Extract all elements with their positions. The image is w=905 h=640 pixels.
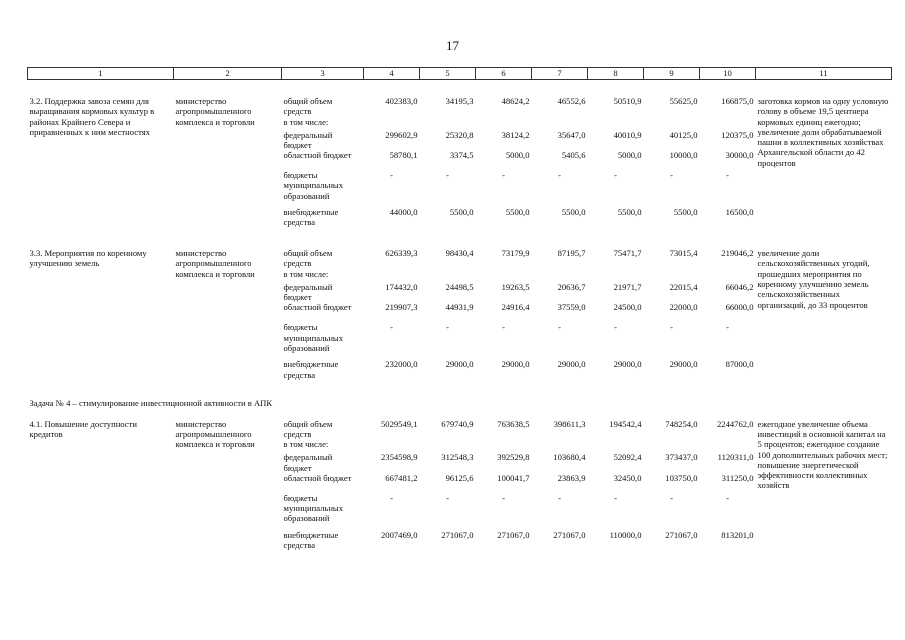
column-number: 2 — [174, 68, 282, 80]
funding-source: внебюджетные средства — [283, 529, 339, 551]
amount-cell: 103680,4 — [553, 452, 586, 463]
amount-cell: 48624,2 — [501, 96, 530, 106]
amount-cell: - — [502, 322, 505, 333]
amount-cell: 22015,4 — [669, 281, 698, 292]
amount-cell: 16500,0 — [725, 207, 754, 218]
amount-cell: 87195,7 — [557, 248, 586, 259]
amount-cell: 110000,0 — [609, 529, 642, 540]
amount-cell: 174432,0 — [385, 281, 418, 292]
amount-cell: 24498,5 — [445, 281, 474, 292]
amount-cell: 73179,9 — [501, 248, 530, 259]
amount-cell: 29000,0 — [613, 359, 642, 370]
amount-cell: 813201,0 — [721, 529, 754, 540]
amount-cell: 1120311,0 — [717, 452, 754, 463]
amount-cell: 75471,7 — [613, 248, 642, 259]
amount-cell: 29000,0 — [501, 359, 530, 370]
amount-cell: 5500,0 — [561, 207, 586, 218]
funding-source: бюджеты муниципальных образований — [283, 492, 343, 524]
amount-cell: 3374,5 — [449, 150, 474, 161]
task-heading-row — [28, 384, 892, 416]
column-number: 8 — [588, 68, 644, 80]
column-number: 7 — [532, 68, 588, 80]
executor: министерство агропромышленного комплекса и торговли — [175, 248, 255, 279]
page-number: 17 — [446, 38, 459, 53]
amount-cell: 5500,0 — [673, 207, 698, 218]
amount-cell: 5500,0 — [449, 207, 474, 218]
amount-cell — [644, 439, 700, 452]
amount-cell: 52092,4 — [613, 452, 642, 463]
measure-name: 3.3. Мероприятия по коренному улучшению земель — [29, 248, 147, 269]
column-number-row — [28, 68, 892, 80]
amount-cell: - — [502, 170, 505, 181]
funding-source: общий объем средств — [283, 418, 333, 439]
amount-cell: 40125,0 — [669, 129, 698, 140]
amount-cell: 2007469,0 — [380, 529, 418, 540]
amount-cell: 2354598,9 — [380, 452, 418, 463]
amount-cell: 232000,0 — [385, 359, 418, 370]
amount-cell: 20636,7 — [557, 281, 586, 292]
amount-cell: 58780,1 — [389, 150, 418, 161]
amount-cell: 87000,0 — [725, 359, 754, 370]
amount-cell: - — [446, 170, 449, 181]
amount-cell: - — [558, 322, 561, 333]
amount-cell: 5000,0 — [505, 150, 530, 161]
amount-cell: 25320,8 — [445, 129, 474, 140]
amount-cell: 5000,0 — [617, 150, 642, 161]
amount-cell: - — [670, 322, 673, 333]
funding-source: бюджеты муниципальных образований — [283, 322, 343, 353]
amount-cell: 24500,0 — [613, 302, 642, 313]
amount-cell: 271067,0 — [553, 529, 586, 540]
amount-cell: 398611,3 — [553, 418, 586, 429]
amount-cell: 120375,0 — [721, 129, 754, 140]
funding-source: в том числе: — [283, 116, 329, 127]
amount-cell: 373437,0 — [665, 452, 698, 463]
amount-cell: 29000,0 — [445, 359, 474, 370]
amount-cell: - — [558, 492, 561, 503]
amount-cell: 2244762,0 — [716, 418, 754, 429]
amount-cell: - — [670, 492, 673, 503]
amount-cell: 44000,0 — [389, 207, 418, 218]
funding-row — [28, 417, 892, 440]
amount-cell: 679740,9 — [441, 418, 474, 429]
amount-cell: 271067,0 — [441, 529, 474, 540]
amount-cell: - — [670, 170, 673, 181]
amount-cell: - — [726, 492, 729, 503]
measure-name: 4.1. Повышение доступности кредитов — [29, 418, 137, 439]
funding-source: областной бюджет — [283, 150, 352, 161]
funding-source: в том числе: — [283, 439, 329, 450]
amount-cell: 402383,0 — [385, 96, 418, 106]
amount-cell: 763638,5 — [497, 418, 530, 429]
amount-cell: - — [390, 170, 393, 181]
amount-cell: 34195,3 — [445, 96, 474, 106]
amount-cell: 55625,0 — [669, 96, 698, 106]
amount-cell — [532, 439, 588, 452]
amount-cell: - — [726, 170, 729, 181]
amount-cell: 29000,0 — [669, 359, 698, 370]
amount-cell: 311250,0 — [721, 472, 754, 483]
task-heading: Задача № 4 – стимулирование инвестиционной активности в АПК — [29, 398, 273, 409]
amount-cell: 271067,0 — [665, 529, 698, 540]
funding-source: федеральный бюджет — [283, 129, 333, 150]
amount-cell: - — [726, 322, 729, 333]
column-number: 3 — [282, 68, 364, 80]
column-number: 11 — [756, 68, 892, 80]
amount-cell: 5500,0 — [505, 207, 530, 218]
funding-source: областной бюджет — [283, 472, 352, 483]
amount-cell: 299602,9 — [385, 129, 418, 140]
amount-cell: 219046,2 — [721, 248, 754, 259]
amount-cell — [420, 439, 476, 452]
column-number: 1 — [28, 68, 174, 80]
amount-cell — [700, 269, 756, 282]
amount-cell: 66000,0 — [725, 302, 754, 313]
column-number: 9 — [644, 68, 700, 80]
amount-cell: 96125,6 — [445, 472, 474, 483]
amount-cell: 5029549,1 — [380, 418, 418, 429]
funding-source: федеральный бюджет — [283, 452, 333, 473]
amount-cell — [588, 269, 644, 282]
amount-cell: 29000,0 — [557, 359, 586, 370]
amount-cell: 312548,3 — [441, 452, 474, 463]
amount-cell: - — [614, 170, 617, 181]
amount-cell: 66046,2 — [725, 281, 754, 292]
amount-cell: 73015,4 — [669, 248, 698, 259]
funding-source: бюджеты муниципальных образований — [283, 170, 343, 201]
amount-cell — [476, 117, 532, 130]
amount-cell — [588, 117, 644, 130]
amount-cell: 50510,9 — [613, 96, 642, 106]
amount-cell: 5500,0 — [617, 207, 642, 218]
amount-cell: 194542,4 — [609, 418, 642, 429]
amount-cell — [476, 269, 532, 282]
funding-source: федеральный бюджет — [283, 281, 333, 303]
funding-source: общий объем средств — [283, 248, 333, 269]
amount-cell — [420, 269, 476, 282]
amount-cell: - — [446, 492, 449, 503]
funding-row — [28, 232, 892, 269]
program-table — [27, 67, 892, 555]
amount-cell: - — [390, 492, 393, 503]
funding-row — [28, 80, 892, 117]
expected-result: заготовка кормов на одну условную голову в объеме 19,5 центнера кормовых единиц ежегодно; увеличение доли обрабатываемой пашни в коллективных хозяйствах Архангельской области до 42 процентов — [757, 96, 889, 168]
funding-source: общий объем средств — [283, 96, 333, 117]
amount-cell: 392529,8 — [497, 452, 530, 463]
amount-cell: 748254,0 — [665, 418, 698, 429]
column-number: 5 — [420, 68, 476, 80]
amount-cell — [364, 439, 420, 452]
amount-cell: 100041,7 — [497, 472, 530, 483]
amount-cell: 10000,0 — [669, 150, 698, 161]
measure-name: 3.2. Поддержка завоза семян для выращивания кормовых культур в районах Крайнего Севера и приравненных к ним местностях — [29, 96, 155, 137]
amount-cell: 46552,6 — [557, 96, 586, 106]
executor: министерство агропромышленного комплекса и торговли — [175, 96, 255, 127]
amount-cell — [476, 439, 532, 452]
amount-cell: 23863,9 — [557, 472, 586, 483]
amount-cell — [364, 117, 420, 130]
amount-cell: 626339,3 — [385, 248, 418, 259]
funding-source: внебюджетные средства — [283, 207, 339, 228]
amount-cell: 35647,0 — [557, 129, 586, 140]
amount-cell: 44931,9 — [445, 302, 474, 313]
expected-result: увеличение доли сельскохозяйственных угодий, прошедших мероприятия по коренному улучшению земель сельскохозяйственных организаций, до 33 процентов — [757, 248, 870, 310]
amount-cell — [700, 439, 756, 452]
amount-cell: 5405,6 — [561, 150, 586, 161]
amount-cell: 38124,2 — [501, 129, 530, 140]
amount-cell: 667481,2 — [385, 472, 418, 483]
amount-cell — [364, 269, 420, 282]
amount-cell: - — [558, 170, 561, 181]
amount-cell: 30000,0 — [725, 150, 754, 161]
amount-cell: 37559,0 — [557, 302, 586, 313]
amount-cell — [644, 117, 700, 130]
amount-cell: 22000,0 — [669, 302, 698, 313]
funding-source: внебюджетные средства — [283, 359, 339, 380]
amount-cell: 98430,4 — [445, 248, 474, 259]
amount-cell — [532, 117, 588, 130]
column-number: 6 — [476, 68, 532, 80]
funding-source: областной бюджет — [283, 302, 352, 313]
funding-source: в том числе: — [283, 268, 329, 279]
amount-cell: 21971,7 — [613, 281, 642, 292]
amount-cell — [532, 269, 588, 282]
amount-cell — [700, 117, 756, 130]
amount-cell: 166875,0 — [721, 96, 754, 106]
amount-cell — [644, 269, 700, 282]
column-number: 10 — [700, 68, 756, 80]
amount-cell: 40010,9 — [613, 129, 642, 140]
amount-cell: - — [614, 322, 617, 333]
amount-cell: 19263,5 — [501, 281, 530, 292]
amount-cell: - — [390, 322, 393, 333]
amount-cell: 24916,4 — [501, 302, 530, 313]
expected-result: ежегодное увеличение объема инвестиций в основной капитал на 5 процентов; ежегодное создание 100 дополнительных рабочих мест; повышение энергетической эффективности коллективных хозяйств — [757, 418, 888, 491]
amount-cell: - — [446, 322, 449, 333]
amount-cell: 32450,0 — [613, 472, 642, 483]
amount-cell — [588, 439, 644, 452]
amount-cell: - — [502, 492, 505, 503]
column-number: 4 — [364, 68, 420, 80]
amount-cell: - — [614, 492, 617, 503]
amount-cell — [420, 117, 476, 130]
executor: министерство агропромышленного комплекса и торговли — [175, 418, 255, 450]
amount-cell: 219907,3 — [385, 302, 418, 313]
amount-cell: 103750,0 — [665, 472, 698, 483]
amount-cell: 271067,0 — [497, 529, 530, 540]
